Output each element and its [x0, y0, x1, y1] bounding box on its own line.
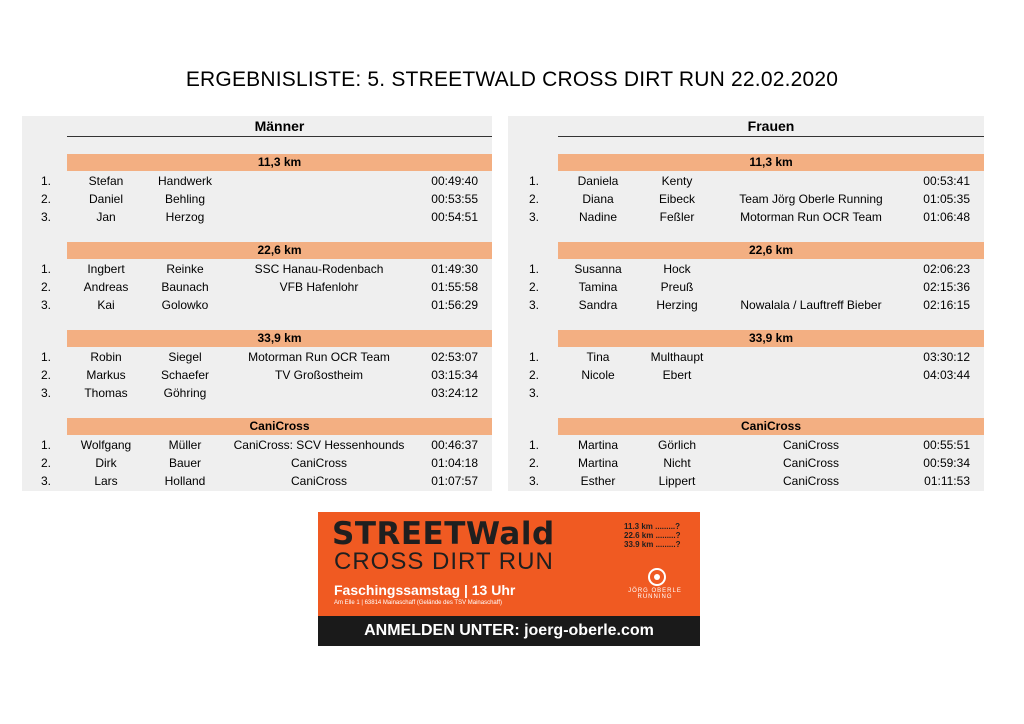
result-last: Baunach [161, 280, 209, 294]
result-time: 00:49:40 [431, 174, 478, 188]
result-last: Herzing [656, 298, 698, 312]
result-last: Lippert [658, 474, 696, 488]
result-rank: 3. [40, 298, 51, 312]
result-row [508, 296, 984, 314]
result-rank: 1. [528, 174, 539, 188]
result-time: 00:53:55 [431, 192, 478, 206]
result-rank: 3. [40, 474, 51, 488]
result-first: Robin [90, 350, 122, 364]
result-time: 02:53:07 [431, 350, 478, 364]
result-last: Hock [663, 262, 691, 276]
result-rank: 3. [40, 386, 51, 400]
women-results-panel [508, 116, 984, 491]
result-time: 02:16:15 [923, 298, 970, 312]
result-last: Göhring [163, 386, 207, 400]
result-row [508, 208, 984, 226]
result-club: CaniCross [782, 438, 839, 452]
result-row [508, 172, 984, 190]
result-rank: 2. [40, 280, 51, 294]
result-club: Nowalala / Lauftreff Bieber [740, 298, 882, 312]
result-club: CaniCross [782, 474, 839, 488]
result-rank: 3. [528, 474, 539, 488]
result-rank: 2. [40, 192, 51, 206]
result-club: CaniCross [290, 456, 347, 470]
result-first: Diana [582, 192, 614, 206]
result-last: Reinke [166, 262, 204, 276]
result-time: 03:30:12 [923, 350, 970, 364]
result-club: VFB Hafenlohr [279, 280, 359, 294]
result-first: Jan [96, 210, 116, 224]
result-row [22, 436, 492, 454]
result-time: 01:55:58 [431, 280, 478, 294]
result-club: Motorman Run OCR Team [248, 350, 390, 364]
result-first: Susanna [574, 262, 622, 276]
result-time: 00:54:51 [431, 210, 478, 224]
result-club: TV Großostheim [274, 368, 364, 382]
men-header: Männer [67, 116, 492, 137]
result-last: Multhaupt [650, 350, 704, 364]
result-first: Thomas [84, 386, 128, 400]
result-row [22, 454, 492, 472]
result-first: Ingbert [87, 262, 125, 276]
category-bar: 22,6 km [558, 242, 984, 259]
result-rank: 1. [528, 438, 539, 452]
result-club: CaniCross [782, 456, 839, 470]
banner-brand: JÖRG OBERLE RUNNING [628, 588, 682, 600]
result-rank: 1. [528, 262, 539, 276]
result-last: Behling [164, 192, 206, 206]
banner-date: Faschingssamstag | 13 Uhr [334, 582, 516, 598]
result-last: Siegel [168, 350, 202, 364]
result-first: Nadine [578, 210, 618, 224]
result-first: Tina [586, 350, 610, 364]
result-time: 00:55:51 [923, 438, 970, 452]
banner-register-link: ANMELDEN UNTER: joerg-oberle.com [318, 616, 700, 646]
result-rank: 3. [528, 298, 539, 312]
event-banner [318, 512, 700, 646]
result-rank: 2. [528, 280, 539, 294]
banner-subtitle: CROSS DIRT RUN [334, 548, 554, 575]
result-first: Kai [97, 298, 115, 312]
result-rank: 1. [40, 438, 51, 452]
result-row [508, 348, 984, 366]
women-header: Frauen [558, 116, 984, 137]
result-first: Esther [580, 474, 616, 488]
result-time: 03:15:34 [431, 368, 478, 382]
result-rank: 2. [528, 192, 539, 206]
result-row [22, 296, 492, 314]
result-rank: 3. [528, 386, 539, 400]
result-first: Nicole [581, 368, 615, 382]
result-time: 00:53:41 [923, 174, 970, 188]
result-time: 01:05:35 [923, 192, 970, 206]
men-results-panel [22, 116, 492, 491]
result-row [22, 260, 492, 278]
result-last: Bauer [168, 456, 202, 470]
result-rank: 3. [528, 210, 539, 224]
result-row [508, 260, 984, 278]
result-rank: 1. [40, 262, 51, 276]
result-row [508, 472, 984, 490]
result-club: Motorman Run OCR Team [740, 210, 882, 224]
result-first: Daniel [88, 192, 124, 206]
result-row [22, 472, 492, 490]
result-row [22, 278, 492, 296]
result-last: Golowko [161, 298, 209, 312]
banner-distance: 11.3 km .........? [624, 522, 681, 531]
result-rank: 3. [40, 210, 51, 224]
result-row [508, 384, 984, 402]
result-club: CaniCross: SCV Hessenhounds [233, 438, 405, 452]
result-last: Feßler [659, 210, 695, 224]
banner-distance: 33.9 km .........? [624, 540, 681, 549]
category-bar: 33,9 km [558, 330, 984, 347]
result-first: Markus [86, 368, 126, 382]
result-first: Martina [577, 456, 618, 470]
result-time: 03:24:12 [431, 386, 478, 400]
result-rank: 1. [40, 350, 51, 364]
result-time: 01:11:53 [924, 474, 970, 488]
result-last: Handwerk [157, 174, 213, 188]
result-last: Holland [164, 474, 206, 488]
category-bar: 22,6 km [67, 242, 492, 259]
banner-distance: 22.6 km .........? [624, 531, 681, 540]
result-first: Stefan [88, 174, 124, 188]
result-time: 01:49:30 [431, 262, 478, 276]
result-first: Wolfgang [80, 438, 132, 452]
page-title: ERGEBNISLISTE: 5. STREETWALD CROSS DIRT RUN 22.02.2020 [185, 68, 839, 91]
result-time: 01:07:57 [431, 474, 478, 488]
result-row [22, 172, 492, 190]
result-last: Nicht [663, 456, 691, 470]
result-time: 02:15:36 [923, 280, 970, 294]
result-row [508, 278, 984, 296]
result-last: Ebert [662, 368, 692, 382]
banner-address: Am Elle 1 | 63814 Mainaschaff (Gelände des TSV Mainaschaff) [334, 600, 502, 606]
result-rank: 1. [528, 350, 539, 364]
category-bar: 11,3 km [67, 154, 492, 171]
result-time: 02:06:23 [923, 262, 970, 276]
result-club: CaniCross [290, 474, 347, 488]
result-row [22, 366, 492, 384]
result-first: Andreas [83, 280, 129, 294]
category-bar: CaniCross [558, 418, 984, 435]
result-row [508, 190, 984, 208]
category-bar: 33,9 km [67, 330, 492, 347]
result-row [22, 190, 492, 208]
result-rank: 2. [528, 368, 539, 382]
result-first: Daniela [577, 174, 619, 188]
result-row [22, 208, 492, 226]
result-row [22, 348, 492, 366]
result-club: Team Jörg Oberle Running [739, 192, 883, 206]
result-last: Eibeck [658, 192, 696, 206]
result-time: 01:04:18 [431, 456, 478, 470]
result-last: Müller [168, 438, 202, 452]
category-bar: 11,3 km [558, 154, 984, 171]
result-time: 00:59:34 [923, 456, 970, 470]
result-first: Lars [94, 474, 118, 488]
category-bar: CaniCross [67, 418, 492, 435]
result-last: Görlich [657, 438, 696, 452]
result-last: Preuß [660, 280, 694, 294]
result-time: 01:06:48 [923, 210, 970, 224]
result-last: Schaefer [160, 368, 210, 382]
result-row [22, 384, 492, 402]
result-time: 01:56:29 [431, 298, 478, 312]
result-last: Kenty [661, 174, 693, 188]
result-time: 04:03:44 [923, 368, 970, 382]
result-rank: 2. [528, 456, 539, 470]
runner-logo-icon [648, 568, 666, 586]
result-row [508, 436, 984, 454]
result-club: SSC Hanau-Rodenbach [254, 262, 384, 276]
result-first: Sandra [578, 298, 618, 312]
result-rank: 2. [40, 368, 51, 382]
result-first: Martina [577, 438, 618, 452]
banner-title: STREETWald [332, 516, 555, 552]
result-row [508, 366, 984, 384]
result-row [508, 454, 984, 472]
result-time: 00:46:37 [431, 438, 478, 452]
result-rank: 1. [40, 174, 51, 188]
result-first: Dirk [95, 456, 117, 470]
result-last: Herzog [165, 210, 205, 224]
result-rank: 2. [40, 456, 51, 470]
result-first: Tamina [578, 280, 618, 294]
